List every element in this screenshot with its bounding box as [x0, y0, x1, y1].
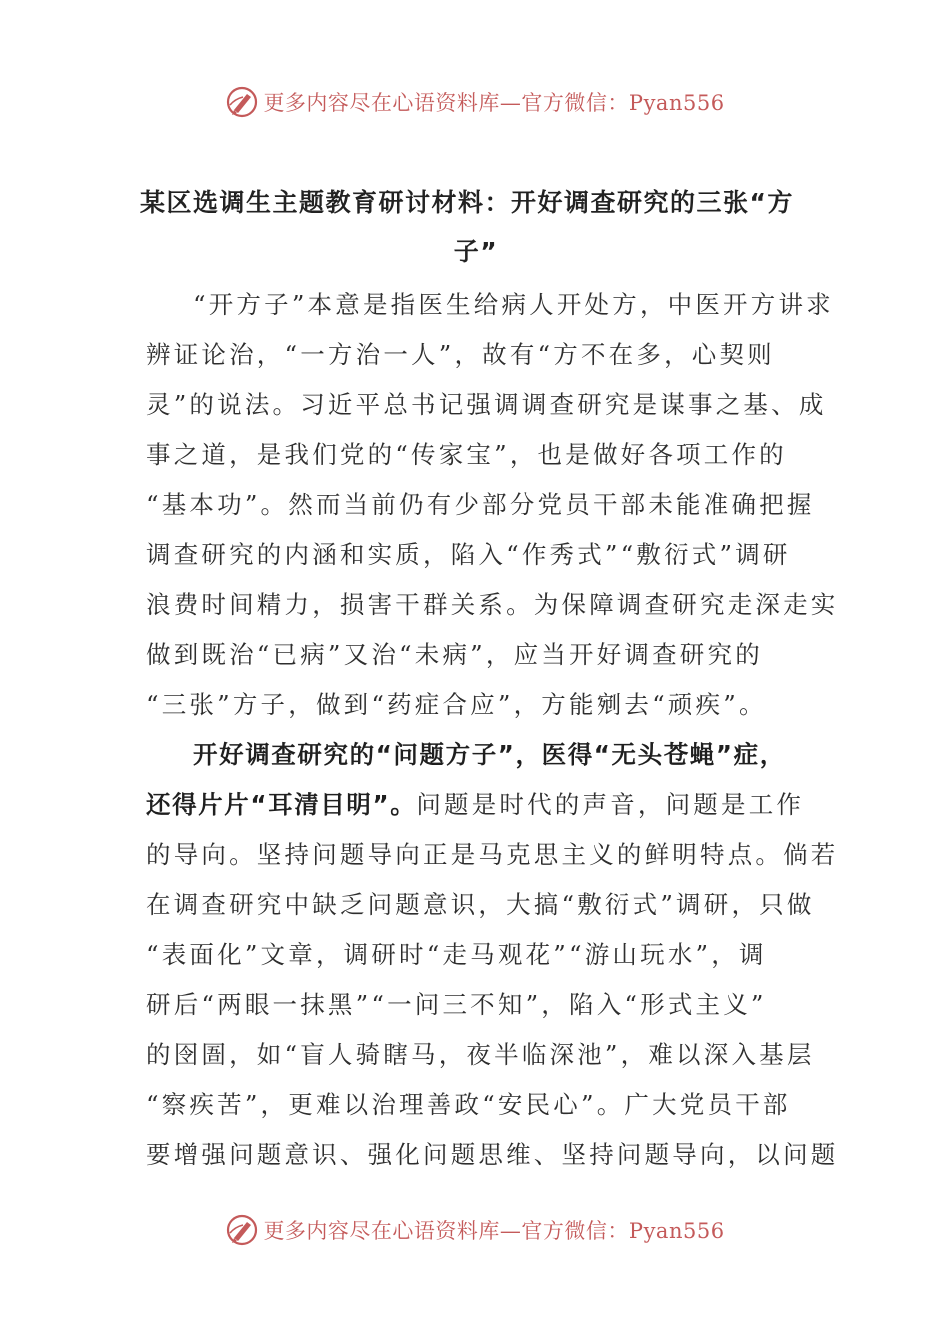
text-line: 在调查研究中缺乏问题意识，大搞“敷衍式”调研，只做 [146, 890, 815, 919]
text-line: 研后“两眼一抹黑”“一问三不知”，陷入“形式主义” [146, 990, 767, 1019]
text-line: “三张”方子，做到“药症合应”，方能剜去“顽疾”。 [146, 690, 767, 719]
banner-text: 更多内容尽在心语资料库—官方微信：Pyan556 [263, 91, 725, 115]
section-heading-text: 还得片片“耳清目明”。 [146, 790, 417, 819]
pen-circle-icon [225, 1213, 259, 1247]
document-title [140, 178, 812, 276]
text-line: 调查研究的内涵和实质，陷入“作秀式”“敷衍式”调研 [146, 540, 791, 569]
text-run: 问题是时代的声音，问题是工作 [416, 790, 805, 819]
title-line-2: 子” [453, 237, 499, 266]
banner-text: 更多内容尽在心语资料库—官方微信：Pyan556 [263, 1219, 725, 1243]
text-line [146, 780, 808, 830]
text-line: “基本功”。然而当前仍有少部分党员干部未能准确把握 [146, 490, 815, 519]
text-line: 辨证论治，“一方治一人”，故有“方不在多，心契则 [146, 340, 775, 369]
text-line: 要增强问题意识、强化问题思维、坚持问题导向，以问题 [146, 1140, 839, 1169]
text-line: 的囹圄，如“盲人骑瞎马，夜半临深池”，难以深入基层 [146, 1040, 815, 1069]
text-line: 灵”的说法。习近平总书记强调调查研究是谋事之基、成 [146, 390, 827, 419]
text-line: 的导向。坚持问题导向正是马克思主义的鲜明特点。倘若 [146, 840, 839, 869]
document-body [146, 280, 839, 1180]
pen-circle-icon [225, 85, 259, 119]
text-line: “察疾苦”，更难以治理善政“安民心”。广大党员干部 [146, 1090, 791, 1119]
section-heading-text: 开好调查研究的“问题方子”，医得“无头苍蝇”症， [193, 740, 786, 769]
text-line: 浪费时间精力，损害干群关系。为保障调查研究走深走实 [146, 590, 839, 619]
title-line-1: 某区选调生主题教育研讨材料：开好调查研究的三张“方 [140, 188, 794, 217]
text-line: “开方子”本意是指医生给病人开处方，中医开方讲求 [193, 290, 834, 319]
text-line: “表面化”文章，调研时“走马观花”“游山玩水”，调 [146, 940, 767, 969]
text-line: 做到既治“已病”又治“未病”，应当开好调查研究的 [146, 640, 763, 669]
section-heading-line [146, 730, 808, 780]
footer-banner [0, 1208, 950, 1252]
header-banner [0, 80, 950, 124]
text-line: 事之道，是我们党的“传家宝”，也是做好各项工作的 [146, 440, 787, 469]
